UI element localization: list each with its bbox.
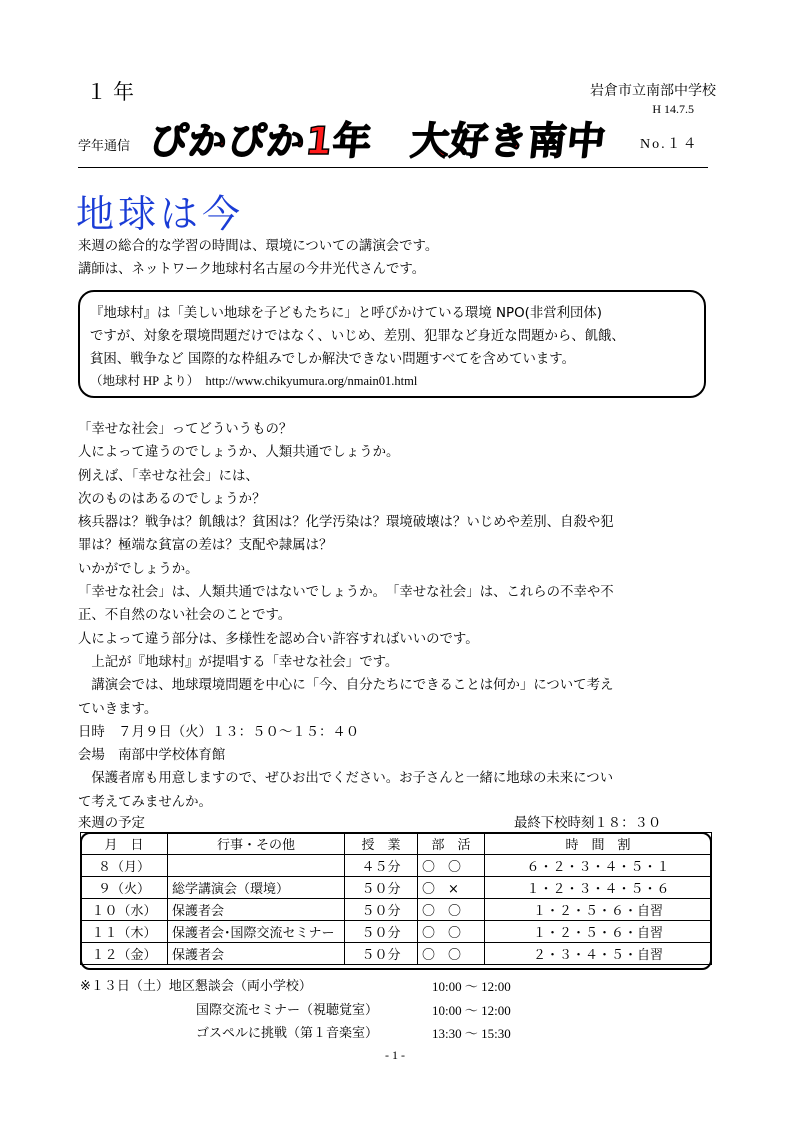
issue-date: H 14.7.5: [652, 102, 694, 116]
body-line: いかがでしょうか。: [78, 561, 199, 577]
newsletter-banner: ぴかぴか1年 大好き南中: [147, 119, 609, 163]
article-body: [78, 418, 718, 814]
note-label: 国際交流セミナー（視聴覚室）: [196, 1003, 379, 1018]
note-label: ※１３日（土）地区懇談会（両小学校）: [80, 979, 312, 994]
schedule-table: [80, 832, 712, 965]
body-line: 正、不自然のない社会のことです。: [78, 608, 292, 624]
body-line: 「幸せな社会」ってどういうもの？: [78, 422, 293, 437]
cell-class: ４５分: [345, 855, 418, 877]
table-row: [81, 855, 712, 877]
cell-event: [168, 855, 345, 877]
cell-event: 総学講演会（環境）: [168, 877, 345, 899]
cell-event: 保護者会: [168, 943, 345, 965]
cell-date: ８（月）: [81, 855, 168, 877]
dismissal-time: 最終下校時刻１８：３０: [514, 816, 662, 831]
column-header-club: 部 活: [418, 833, 485, 855]
body-line: て考えてみませんか。: [78, 794, 212, 810]
event-date: 日時 ７月９日（火）１３：５０～１５：４０: [78, 724, 360, 740]
cell-timetable: ６・２・３・４・５・１: [485, 855, 712, 877]
grade-label: １年: [86, 80, 140, 104]
note-label: ゴスペルに挑戦（第１音楽室）: [196, 1026, 379, 1041]
cell-timetable: １・２・５・６・自習: [485, 899, 712, 921]
column-header-date: 月 日: [81, 833, 168, 855]
cell-date: １０（水）: [81, 899, 168, 921]
intro-line: 講師は、ネットワーク地球村名古屋の今井光代さんです。: [78, 262, 426, 277]
body-line: 「幸せな社会」は、人類共通ではないでしょうか。 「幸せな社会」は、これらの不幸や不: [78, 585, 614, 601]
cell-timetable: １・２・５・６・自習: [485, 921, 712, 943]
body-line: 人によって違うのでしょうか、人類共通でしょうか。: [78, 445, 400, 461]
note-time: 10:00 ～ 12:00: [432, 979, 511, 994]
column-header-events: 行事・その他: [168, 833, 345, 855]
cell-class: ５０分: [345, 899, 418, 921]
body-line: 核兵器は？戦争は？飢餓は？貧困は？化学汚染は？環境破壊は？いじめや差別、自殺や犯: [78, 515, 614, 531]
event-venue: 会場 南部中学校体育館: [78, 748, 226, 764]
table-row: [81, 921, 712, 943]
body-line: 保護者席も用意しますので、ぜひお出でください。お子さんと一緒に地球の未来につい: [78, 771, 614, 787]
body-line: 罪は？極端な貧富の差は？支配や隷属は？: [78, 538, 333, 554]
column-header-class: 授 業: [345, 833, 418, 855]
cell-timetable: ２・３・４・５・自習: [485, 943, 712, 965]
cell-class: ５０分: [345, 877, 418, 899]
cell-date: １１（木）: [81, 921, 168, 943]
table-row: [81, 899, 712, 921]
page-number: - 1 -: [385, 1048, 405, 1062]
info-box-line: 貧困、戦争など 国際的な枠組みでしか解決できない問題すべてを含めています。: [90, 352, 575, 367]
cell-club: 〇 〇: [418, 855, 485, 877]
table-row: [81, 877, 712, 899]
column-header-timetable: 時 間 割: [485, 833, 712, 855]
intro-line: 来週の総合的な学習の時間は、環境についての講演会です。: [78, 239, 439, 254]
cell-date: ９（火）: [81, 877, 168, 899]
body-line: 人によって違う部分は、多様性を認め合い許容すればいいのです。: [78, 631, 479, 647]
body-line: ていきます。: [78, 701, 158, 717]
cell-club: 〇 〇: [418, 943, 485, 965]
cell-class: ５０分: [345, 943, 418, 965]
page-title: 地球は今: [76, 192, 245, 236]
school-name: 岩倉市立南部中学校: [590, 83, 716, 99]
note-time: 13:30 ～ 15:30: [432, 1026, 511, 1041]
body-line: 次のものはあるのでしょうか？: [78, 491, 266, 507]
issue-number: No.１４: [640, 137, 699, 152]
cell-club: 〇 〇: [418, 899, 485, 921]
cell-event: 保護者会･国際交流セミナー: [168, 921, 345, 943]
schedule-title: 来週の予定: [78, 816, 145, 831]
info-box: [78, 290, 706, 398]
cell-club: 〇 ×: [418, 877, 485, 899]
header-divider: [78, 167, 708, 168]
cell-timetable: １・２・３・４・５・６: [485, 877, 712, 899]
body-line: 講演会では、地球環境問題を中心に「今、自分たちにできることは何か」について考え: [78, 678, 614, 694]
cell-club: 〇 〇: [418, 921, 485, 943]
body-line: 上記が『地球村』が提唱する「幸せな社会」です。: [78, 654, 399, 670]
note-time: 10:00 ～ 12:00: [432, 1003, 511, 1018]
cell-class: ５０分: [345, 921, 418, 943]
info-box-line: 『地球村』は「美しい地球を子どもたちに」と呼びかけている環境 NPO(非営利団体): [90, 306, 603, 321]
info-box-source-link[interactable]: （地球村 HP より） http://www.chikyumura.org/nmain01.html: [90, 374, 418, 388]
cell-date: １２（金）: [81, 943, 168, 965]
info-box-line: ですが、対象を環境問題だけではなく、いじめ、差別、犯罪など身近な問題から、飢餓、: [90, 329, 625, 344]
body-line: 例えば、「幸せな社会」には、: [78, 468, 259, 484]
table-row: [81, 943, 712, 965]
table-header-row: [81, 833, 712, 855]
newsletter-label: 学年通信: [78, 139, 131, 154]
cell-event: 保護者会: [168, 899, 345, 921]
